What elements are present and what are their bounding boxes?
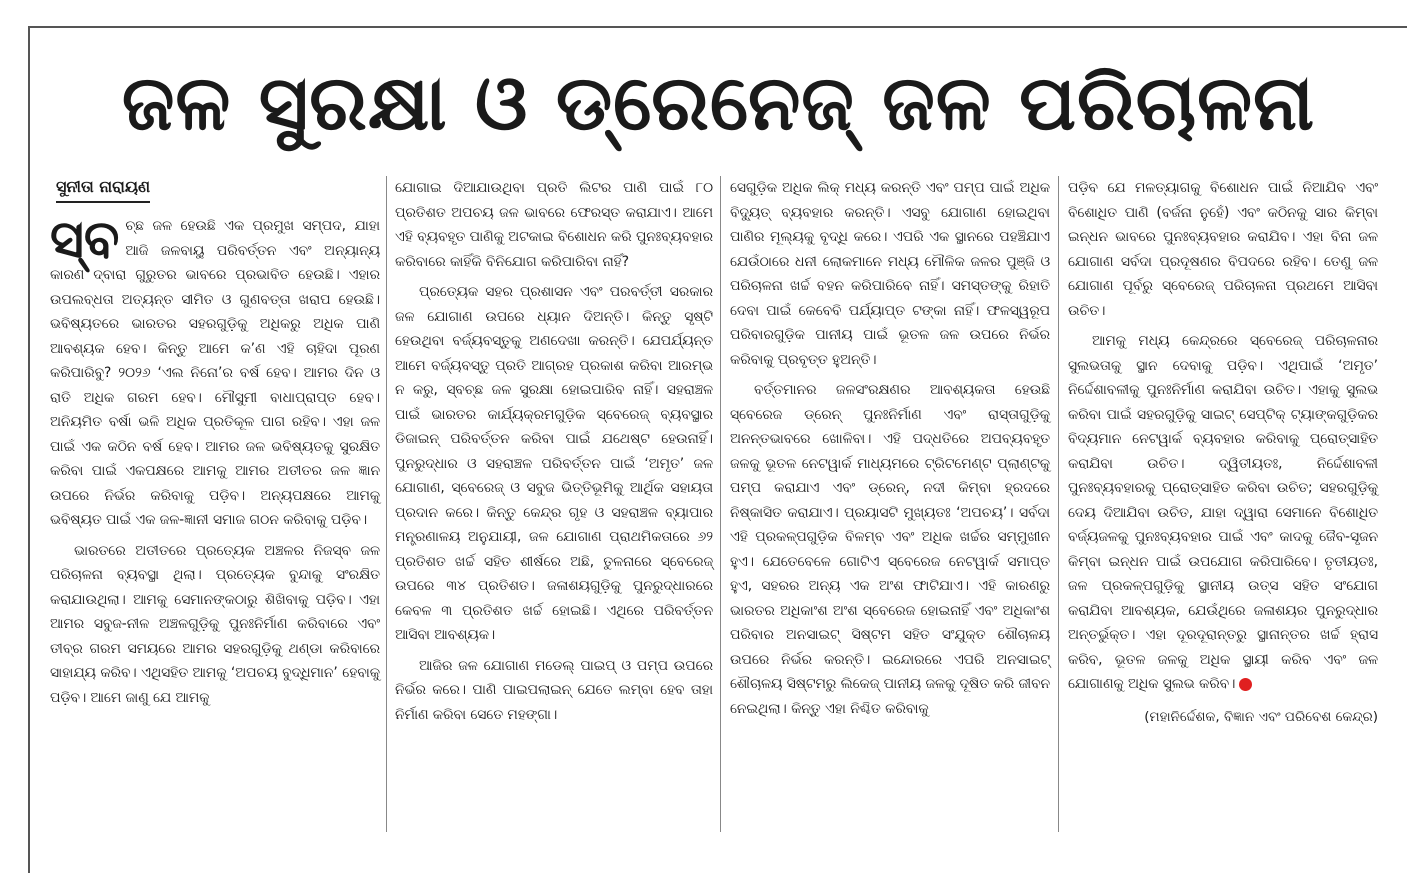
article-column-1 [50,210,380,716]
column-divider [1058,176,1059,832]
byline: ସୁନୀତା ନାରାୟଣ [56,177,150,203]
paragraph-text: ଆମକୁ ମଧ୍ୟ କେନ୍ଦ୍ରରେ ସ୍ବେରେଜ୍ ପରିଚାଳନାର ସୁଲଭତାକୁ ସ୍ଥାନ ଦେବାକୁ ପଡ଼ିବ। ଏଥିପାଇଁ ‘ଅମୃତ’ ନିର୍ଦ୍ଦେଶାବଳୀକୁ ପୁନଃନିର୍ମାଣ କରାଯିବା ଉଚିତ। ଏହାକୁ ସୁଲଭ କରିବା ପାଇଁ ସହରଗୁଡ଼ିକୁ ସାଇଟ୍ ସେପ୍ଟିକ୍ ଟ୍ୟାଙ୍କଗୁଡ଼ିକର ବିଦ୍ୟମାନ ନେଟୱାର୍କ ବ୍ୟବହାର କରିବାକୁ ପ୍ରୋତ୍ସାହିତ କରାଯିବା ଉଚିତ। ଦ୍ୱିତୀୟତଃ, ନିର୍ଦ୍ଦେଶାବଳୀ ପୁନଃବ୍ୟବହାରକୁ ପ୍ରୋତ୍ସାହିତ କରିବା ଉଚିତ; ସହରଗୁଡ଼ିକୁ ଦେୟ ଦିଆଯିବା ଉଚିତ, ଯାହା ଦ୍ୱାରା ସେମାନେ ବିଶୋଧିତ ବର୍ଜ୍ୟଜଳକୁ ପୁନଃବ୍ୟବହାର ପାଇଁ ଏବଂ କାଦକୁ ଜୈବ-ସୃଜନ କିମ୍ବା ଇନ୍ଧନ ପାଇଁ ଉପଯୋଗ କରିପାରିବେ। ତୃତୀୟତଃ, ଜଳ ପ୍ରକଳ୍ପଗୁଡ଼ିକୁ ସ୍ଥାନୀୟ ଉତ୍ସ ସହିତ ସଂଯୋଗ କରାଯିବା ଆବଶ୍ୟକ, ଯେଉଁଥିରେ ଜଳାଶୟର ପୁନରୁଦ୍ଧାର ଅନ୍ତର୍ଭୁକ୍ତ। ଏହା ଦୂରଦୂରାନ୍ତରୁ ସ୍ଥାନାନ୍ତର ଖର୍ଚ୍ଚ ହ୍ରାସ କରିବ, ଭୂତଳ ଜଳକୁ ଅଧିକ ସ୍ଥାୟୀ କରିବ ଏବଂ ଜଳ ଯୋଗାଣକୁ ଅଧିକ ସୁଲଭ କରିବ। [1068,333,1378,692]
article-column-4 [1068,176,1378,729]
paragraph-text: ଚ୍ଛ ଜଳ ହେଉଛି ଏକ ପ୍ରମୁଖ ସମ୍ପଦ, ଯାହା ଆଜି ଜଳବାୟୁ ପରିବର୍ତ୍ତନ ଏବଂ ଅନ୍ୟାନ୍ୟ କାରଣ ଦ୍ବାରା ଗୁରୁତର ଭାବରେ ପ୍ରଭାବିତ ହେଉଛି। ଏହାର ଉପଲବ୍ଧତା ଅତ୍ୟନ୍ତ ସୀମିତ ଓ ଗୁଣବତ୍ତା ଖରାପ ହେଉଛି। ଭବିଷ୍ୟତରେ ଭାରତର ସହରଗୁଡ଼ିକୁ ଅଧିକରୁ ଅଧିକ ପାଣି ଆବଶ୍ୟକ ହେବ। କିନ୍ତୁ ଆମେ କ’ଣ ଏହି ଚାହିଦା ପୂରଣ କରିପାରିବୁ? ୨୦୨୬ ‘ଏଲ ନିନୋ’ର ବର୍ଷ ହେବ। ଆମର ଦିନ ଓ ରାତି ଅଧିକ ଗରମ ହେବ। ମୌସୁମୀ ବାଧାପ୍ରାପ୍ତ ହେବ। ଅନିୟମିତ ବର୍ଷା ଭଳି ଅଧିକ ପ୍ରତିକୂଳ ପାଗ ରହିବ। ଏହା ଜଳ ପାଇଁ ଏକ କଠିନ ବର୍ଷ ହେବ। ଆମର ଜଳ ଭବିଷ୍ୟତକୁ ସୁରକ୍ଷିତ କରିବା ପାଇଁ ଏକପକ୍ଷରେ ଆମକୁ ଆମର ଅତୀତର ଜଳ ଜ୍ଞାନ ଉପରେ ନିର୍ଭର କରିବାକୁ ପଡ଼ିବ। ଅନ୍ୟପକ୍ଷରେ ଆମକୁ ଭବିଷ୍ୟତ ପାଇଁ ଏକ ଜଳ-ଜ୍ଞାନୀ ସମାଜ ଗଠନ କରିବାକୁ ପଡ଼ିବ। [50,218,380,528]
headline: ଜଳ ସୁରକ୍ଷା ଓ ଡ୍ରେନେଜ୍ ଜଳ ପରିଚାଳନା [121,58,1316,147]
end-mark-icon [1239,678,1252,691]
paragraph: ଆଜିର ଜଳ ଯୋଗାଣ ମଡେଲ୍ ପାଇପ୍ ଓ ପମ୍ପ ଉପରେ ନିର୍ଭର କରେ। ପାଣି ପାଇପଲାଇନ୍ ଯେତେ ଲମ୍ବା ହେବ ତାହା ନିର୍ମାଣ କରିବା ସେତେ ମହଙ୍ଗା। [395,657,713,723]
paragraph: ପଡ଼ିବ ଯେ ମଳତ୍ୟାଗକୁ ବିଶୋଧନ ପାଇଁ ନିଆଯିବ ଏବଂ ବିଶୋଧିତ ପାଣି (ବର୍ଜନା ନୁହେଁ) ଏବଂ କଠିନକୁ ସାର କିମ୍ବା ଇନ୍ଧନ ଭାବରେ ପୁନଃବ୍ୟବହାର କରାଯିବ। ଏହା ବିନା ଜଳ ଯୋଗାଣ ସର୍ବଦା ପ୍ରଦୂଷଣର ବିପଦରେ ରହିବ। ତେଣୁ ଜଳ ଯୋଗାଣ ପୂର୍ବରୁ ସ୍ବେରେଜ୍ ପରିଚାଳନା ପ୍ରଥମେ ଆସିବା ଉଚିତ। [1068,180,1378,319]
paragraph [1068,329,1378,697]
paragraph: ପ୍ରତ୍ୟେକ ସହର ପ୍ରଶାସନ ଏବଂ ପରବର୍ତ୍ତୀ ସରକାର ଜଳ ଯୋଗାଣ ଉପରେ ଧ୍ୟାନ ଦିଅନ୍ତି। କିନ୍ତୁ ସୃଷ୍ଟି ହେଉଥିବା ବର୍ଜ୍ୟବସ୍ତୁକୁ ଅଣଦେଖା କରନ୍ତି। ଯେପର୍ଯ୍ୟନ୍ତ ଆମେ ବର୍ଜ୍ୟବସ୍ତୁ ପ୍ରତି ଆଗ୍ରହ ପ୍ରକାଶ କରିବା ଆରମ୍ଭ ନ କରୁ, ସ୍ବଚ୍ଛ ଜଳ ସୁରକ୍ଷା ହୋଇପାରିବ ନାହିଁ। ସହରାଞ୍ଚଳ ପାଇଁ ଭାରତର କାର୍ଯ୍ୟକ୍ରମଗୁଡ଼ିକ ସ୍ବେରେଜ୍ ବ୍ୟବସ୍ଥାର ଡିଜାଇନ୍ ପରିବର୍ତ୍ତନ କରିବା ପାଇଁ ଯଥେଷ୍ଟ ହେଉନାହିଁ। ପୁନରୁଦ୍ଧାର ଓ ସହରାଞ୍ଚଳ ପରିବର୍ତ୍ତନ ପାଇଁ ‘ଅମୃତ’ ଜଳ ଯୋଗାଣ, ସ୍ବେରେଜ୍ ଓ ସବୁଜ ଭିତ୍ତିଭୂମିକୁ ଆର୍ଥିକ ସହାୟତା ପ୍ରଦାନ କରେ। କିନ୍ତୁ କେନ୍ଦ୍ର ଗୃହ ଓ ସହରାଞ୍ଚଳ ବ୍ୟାପାର ମନ୍ତ୍ରଣାଳୟ ଅନୁଯାୟୀ, ଜଳ ଯୋଗାଣ ପ୍ରାଥମିକତାରେ ୬୨ ପ୍ରତିଶତ ଖର୍ଚ୍ଚ ସହିତ ଶୀର୍ଷରେ ଅଛି, ତୁଳନାରେ ସ୍ବେରେଜ୍ ଉପରେ ୩୪ ପ୍ରତିଶତ। ଜଳାଶୟଗୁଡ଼ିକୁ ପୁନରୁଦ୍ଧାରରେ କେବଳ ୩ ପ୍ରତିଶତ ଖର୍ଚ୍ଚ ହୋଇଛି। ଏଥିରେ ପରିବର୍ତ୍ତନ ଆସିବା ଆବଶ୍ୟକ। [395,284,713,643]
paragraph: ବର୍ତ୍ତମାନର ଜଳସଂରକ୍ଷଣର ଆବଶ୍ୟକତା ହେଉଛି ସ୍ବେରେଜ ଡ୍ରେନ୍ ପୁନଃନିର୍ମାଣ ଏବଂ ରାସ୍ତାଗୁଡ଼ିକୁ ଅନନ୍ତଭାବରେ ଖୋଳିବା। ଏହି ପଦ୍ଧତିରେ ଅପବ୍ୟବହୃତ ଜଳକୁ ଭୂତଳ ନେଟୱାର୍କ ମାଧ୍ୟମରେ ଟ୍ରିଟମେଣ୍ଟ ପ୍ଲାଣ୍ଟକୁ ପମ୍ପ କରାଯାଏ ଏବଂ ଡ୍ରେନ୍, ନଦୀ କିମ୍ବା ହ୍ରଦରେ ନିଷ୍କାସିତ କରାଯାଏ। ପ୍ରୟାସଟି ମୁଖ୍ୟତଃ ‘ଅପଚୟ’। ସର୍ବଦା ଏହି ପ୍ରକଳ୍ପଗୁଡ଼ିକ ବିଳମ୍ବ ଏବଂ ଅଧିକ ଖର୍ଚ୍ଚର ସମ୍ମୁଖୀନ ହୁଏ। ଯେତେବେଳେ ଗୋଟିଏ ସ୍ବେରେଜ ନେଟୱାର୍କ ସମାପ୍ତ ହୁଏ, ସହରର ଅନ୍ୟ ଏକ ଅଂଶ ଫାଟିଯାଏ। ଏହି କାରଣରୁ ଭାରତର ଅଧିକାଂଶ ଅଂଶ ସ୍ବେରେଜ ହୋଇନାହିଁ ଏବଂ ଅଧିକାଂଶ ପରିବାର ଅନସାଇଟ୍ ସିଷ୍ଟମ ସହିତ ସଂଯୁକ୍ତ ଶୌଚାଳୟ ଉପରେ ନିର୍ଭର କରନ୍ତି। ଇନ୍ଦୋରରେ ଏପରି ଅନସାଇଟ୍ ଶୌଚାଳୟ ସିଷ୍ଟମରୁ ଲିକେଜ୍ ପାନୀୟ ଜଳକୁ ଦୂଷିତ କରି ଜୀବନ ନେଇଥିଲା। କିନ୍ତୁ ଏହା ନିଶ୍ଚିତ କରିବାକୁ [730,382,1050,717]
article-column-2 [395,176,713,733]
paragraph: ଯୋଗାଇ ଦିଆଯାଉଥିବା ପ୍ରତି ଲିଟର ପାଣି ପାଇଁ ୮୦ ପ୍ରତିଶତ ଅପଚୟ ଜଳ ଭାବରେ ଫେରସ୍ତ କରାଯାଏ। ଆମେ ଏହି ବ୍ୟବହୃତ ପାଣିକୁ ଅଟକାଇ ବିଶୋଧନ କରି ପୁନଃବ୍ୟବହାର କରିବାରେ କାହିଁକି ବିନିଯୋଗ କରିପାରିବା ନାହିଁ? [395,180,713,270]
article-column-3 [730,176,1050,727]
top-rule [28,26,1407,28]
column-divider [386,176,387,832]
drop-cap: ସ୍ବ [50,210,120,270]
paragraph: ଭାରତରେ ଅତୀତରେ ପ୍ରତ୍ୟେକ ଅଞ୍ଚଳର ନିଜସ୍ବ ଜଳ ପରିଚାଳନା ବ୍ୟବସ୍ଥା ଥିଲା। ପ୍ରତ୍ୟେକ ବୁନ୍ଦାକୁ ସଂରକ୍ଷିତ କରାଯାଉଥିଲା। ଆମକୁ ସେମାନଙ୍କଠାରୁ ଶିଖିବାକୁ ପଡ଼ିବ। ଏହା ଆମର ସବୁଜ-ନୀଳ ଅଞ୍ଚଳଗୁଡ଼ିକୁ ପୁନଃନିର୍ମାଣ କରିବାରେ ଏବଂ ତୀବ୍ର ଗରମ ସମୟରେ ଆମର ସହରଗୁଡ଼ିକୁ ଥଣ୍ଡା କରିବାରେ ସାହାଯ୍ୟ କରିବ। ଏଥିସହିତ ଆମକୁ ‘ଅପଚୟ ବୁଦ୍ଧିମାନ’ ହେବାକୁ ପଡ଼ିବ। ଆମେ ଜାଣୁ ଯେ ଆମକୁ [50,542,380,706]
paragraph [50,210,380,533]
column-divider [720,176,721,832]
author-credit: (ମହାନିର୍ଦ୍ଦେଶକ, ବିଜ୍ଞାନ ଏବଂ ପରିବେଶ କେନ୍ଦ୍ର) [1144,708,1378,725]
paragraph: ସେଗୁଡ଼ିକ ଅଧିକ ଲିକ୍ ମଧ୍ୟ କରନ୍ତି ଏବଂ ପମ୍ପ ପାଇଁ ଅଧିକ ବିଦ୍ୟୁତ୍ ବ୍ୟବହାର କରନ୍ତି। ଏସବୁ ଯୋଗାଣ ହୋଇଥିବା ପାଣିର ମୂଲ୍ୟକୁ ବୃଦ୍ଧି କରେ। ଏପରି ଏକ ସ୍ଥାନରେ ପହଞ୍ଚିଯାଏ ଯେଉଁଠାରେ ଧନୀ ଲୋକମାନେ ମଧ୍ୟ ମୌଳିକ ଜଳର ପୁଞ୍ଜି ଓ ପରିଚାଳନା ଖର୍ଚ୍ଚ ବହନ କରିପାରିବେ ନାହିଁ। ସମସ୍ତଙ୍କୁ ରିହାତି ଦେବା ପାଇଁ କେବେବି ପର୍ଯ୍ୟାପ୍ତ ଟଙ୍କା ନାହିଁ। ଫଳସ୍ୱରୂପ ପରିବାରଗୁଡ଼ିକ ପାନୀୟ ପାଇଁ ଭୂତଳ ଜଳ ଉପରେ ନିର୍ଭର କରିବାକୁ ପ୍ରବୃତ୍ତ ହୁଅନ୍ତି। [730,180,1050,368]
